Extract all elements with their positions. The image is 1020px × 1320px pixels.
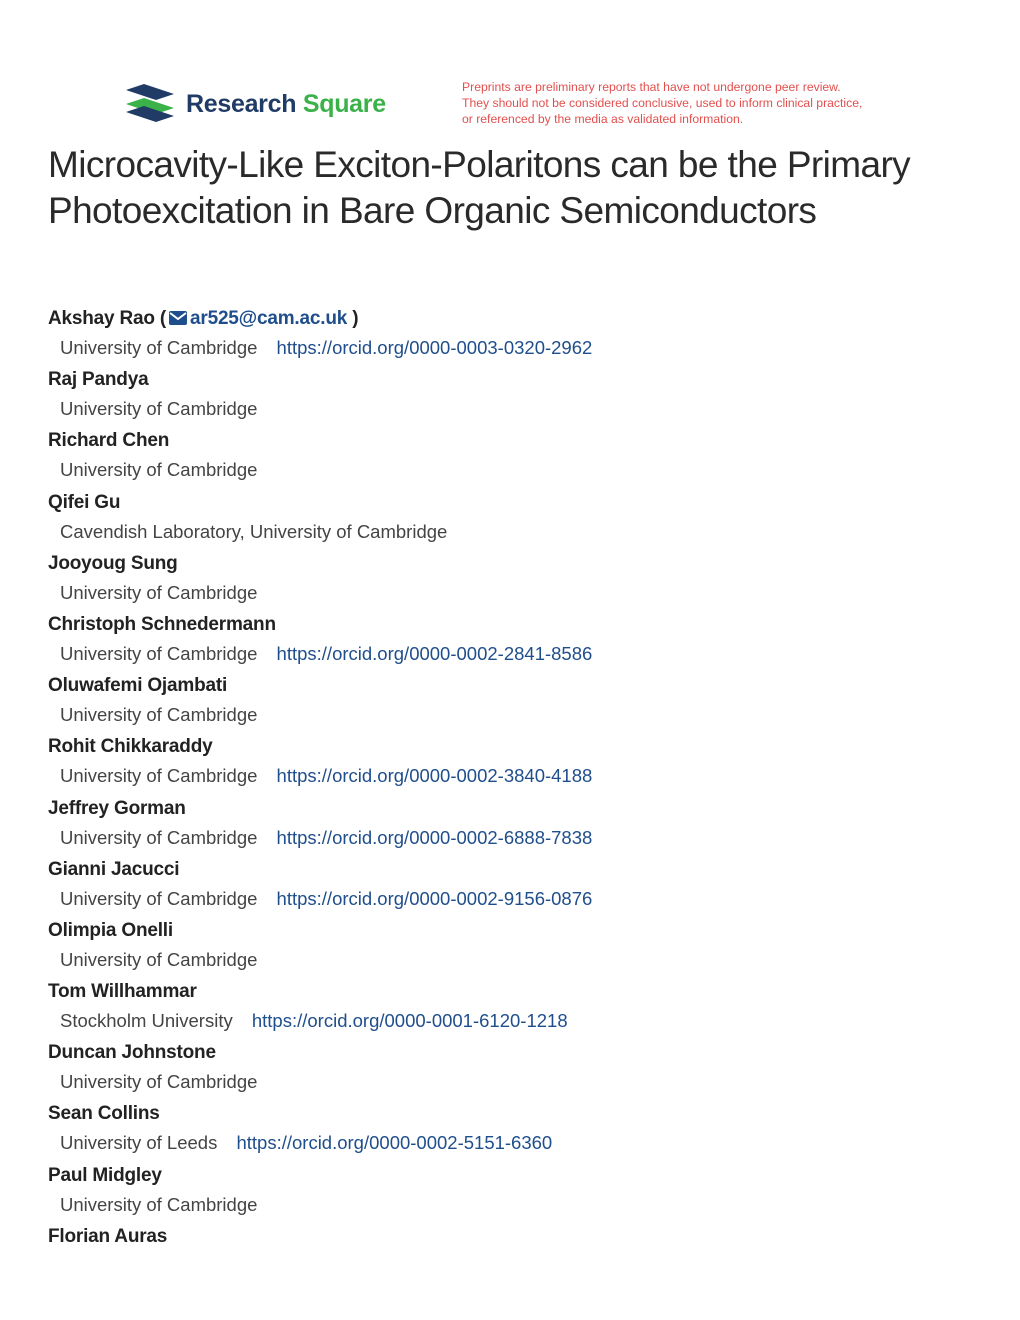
author-entry xyxy=(48,305,988,366)
author-name: Oluwafemi Ojambati xyxy=(48,675,228,697)
affiliation-row xyxy=(48,394,988,424)
affiliation: University of Cambridge xyxy=(60,887,258,909)
brand-name xyxy=(186,90,386,119)
open-paren: ( xyxy=(159,308,167,329)
research-square-logo-icon xyxy=(124,84,176,124)
orcid-link[interactable]: https://orcid.org/0000-0001-6120-1218 xyxy=(251,1010,568,1032)
author-entry xyxy=(48,489,988,550)
affiliation-row xyxy=(48,884,988,914)
affiliation-row xyxy=(48,517,988,547)
author-entry xyxy=(48,550,988,611)
author-list xyxy=(48,305,988,1284)
affiliation-row xyxy=(48,1006,988,1036)
affiliation-row xyxy=(48,1190,988,1220)
disclaimer-line: Preprints are preliminary reports that have not undergone peer review. xyxy=(462,80,841,94)
brand-name-square: Square xyxy=(302,89,386,118)
author-name: Qifei Gu xyxy=(48,491,121,513)
affiliation: University of Cambridge xyxy=(60,581,258,603)
author-name: Duncan Johnstone xyxy=(48,1042,216,1064)
affiliation-row xyxy=(48,823,988,853)
author-name: Christoph Schnedermann xyxy=(48,613,276,635)
affiliation: University of Cambridge xyxy=(60,459,258,481)
affiliation: University of Cambridge xyxy=(60,1193,258,1215)
author-name: Tom Willhammar xyxy=(48,981,197,1003)
corresponding-email-link[interactable]: ar525@cam.ac.uk xyxy=(190,308,348,329)
research-square-logo[interactable] xyxy=(124,82,394,126)
author-entry xyxy=(48,1039,988,1100)
affiliation: University of Cambridge xyxy=(60,337,258,358)
disclaimer-line: They should not be considered conclusive, used to inform clinical practice, xyxy=(462,96,863,110)
author-entry xyxy=(48,733,988,794)
author-name-row xyxy=(48,305,988,333)
author-entry xyxy=(48,978,988,1039)
author-name: Sean Collins xyxy=(48,1103,160,1125)
author-entry xyxy=(48,1223,988,1284)
author-name: Jeffrey Gorman xyxy=(48,797,186,819)
author-entry xyxy=(48,856,988,917)
affiliation: University of Cambridge xyxy=(60,704,258,726)
author-name: Florian Auras xyxy=(48,1225,168,1247)
author-name: Rohit Chikkaraddy xyxy=(48,736,213,758)
affiliation-row xyxy=(48,639,988,669)
affiliation: University of Cambridge xyxy=(60,1071,258,1093)
author-entry xyxy=(48,795,988,856)
affiliation: University of Cambridge xyxy=(60,642,258,664)
author-name: Raj Pandya xyxy=(48,369,149,391)
affiliation: Stockholm University xyxy=(60,1010,233,1032)
affiliation: Cavendish Laboratory, University of Cambridge xyxy=(60,520,448,542)
affiliation: University of Leeds xyxy=(60,1132,218,1154)
affiliation: University of Cambridge xyxy=(60,765,258,787)
author-name: Olimpia Onelli xyxy=(48,919,173,941)
author-name: Richard Chen xyxy=(48,430,170,452)
affiliation-row xyxy=(48,455,988,485)
affiliation-row xyxy=(48,945,988,975)
author-entry xyxy=(48,611,988,672)
envelope-icon xyxy=(168,310,188,326)
author-name: Paul Midgley xyxy=(48,1164,162,1186)
author-entry xyxy=(48,1162,988,1223)
affiliation: University of Cambridge xyxy=(60,948,258,970)
author-name: Gianni Jacucci xyxy=(48,858,180,880)
affiliation-row xyxy=(48,1128,988,1158)
author-name: Akshay Rao xyxy=(48,308,155,329)
orcid-link[interactable]: https://orcid.org/0000-0002-9156-0876 xyxy=(276,887,593,909)
affiliation-row xyxy=(48,1067,988,1097)
close-paren: ) xyxy=(352,308,359,329)
orcid-link[interactable]: https://orcid.org/0000-0002-6888-7838 xyxy=(276,826,593,848)
affiliation: University of Cambridge xyxy=(60,398,258,420)
brand-name-research: Research xyxy=(186,89,297,118)
paper-title: Microcavity-Like Exciton-Polaritons can be the Primary Photoexcitation in Bare Organic Semiconductors xyxy=(48,144,911,231)
author-entry xyxy=(48,1100,988,1161)
affiliation-row xyxy=(48,333,988,363)
affiliation-row xyxy=(48,761,988,791)
affiliation: University of Cambridge xyxy=(60,826,258,848)
orcid-link[interactable]: https://orcid.org/0000-0002-5151-6360 xyxy=(236,1132,553,1154)
preprint-disclaimer xyxy=(462,79,922,127)
affiliation-row xyxy=(48,578,988,608)
orcid-link[interactable]: https://orcid.org/0000-0002-2841-8586 xyxy=(276,642,593,664)
author-entry xyxy=(48,427,988,488)
author-entry xyxy=(48,917,988,978)
orcid-link[interactable]: https://orcid.org/0000-0002-3840-4188 xyxy=(276,765,593,787)
author-entry xyxy=(48,366,988,427)
author-entry xyxy=(48,672,988,733)
author-name: Jooyoug Sung xyxy=(48,552,178,574)
affiliation-row xyxy=(48,700,988,730)
orcid-link[interactable]: https://orcid.org/0000-0003-0320-2962 xyxy=(276,337,593,358)
disclaimer-line: or referenced by the media as validated information. xyxy=(462,112,744,126)
